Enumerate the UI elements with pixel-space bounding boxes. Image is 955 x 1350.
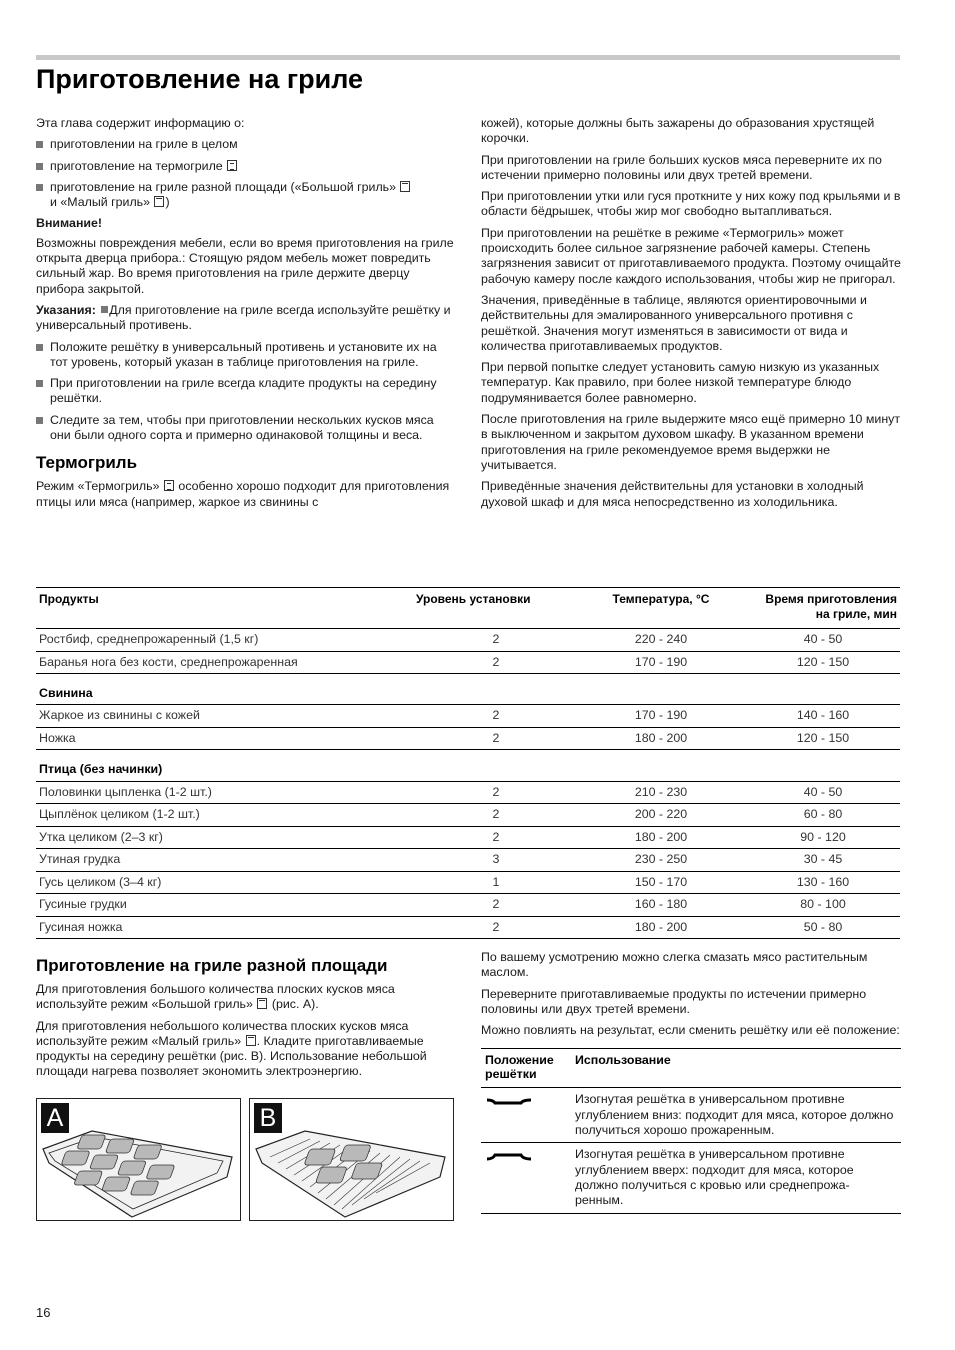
warning-text: Возможны повреждения мебели, если во время приготовления на гриле открыта дверца прибора.: Стоящую рядом мебель может повредить сильный жар. Во время приготовления на гриле держите дверцу прибора закрытой. <box>36 235 454 296</box>
paragraph: Значения, приведённые в таблице, являются ориентировочными и действительны для эмалированного универсального противня с решёткой. Значения могут изменяться в зависимости от вида и количества приготавливаемых продуктов. <box>481 292 867 353</box>
table-row <box>481 1088 901 1143</box>
cell-time: 50 - 80 <box>746 916 900 939</box>
cell-temperature: 200 - 220 <box>576 804 746 827</box>
list-item: При приготовлении на гриле всегда кладите продукты на середину решётки. <box>36 376 456 407</box>
intro-list <box>36 137 456 210</box>
header-time: Время приготовления на гриле, мин <box>765 592 897 621</box>
list-item <box>36 180 456 211</box>
warning-heading: Внимание! <box>36 216 103 231</box>
cell-temperature: 210 - 230 <box>576 781 746 804</box>
list-item-text: приготовлении на гриле в целом <box>50 137 238 152</box>
header-usage: Использование <box>575 1053 671 1068</box>
variable-grill-right <box>481 950 901 1214</box>
paragraph: После приготовления на гриле выдержите мясо ещё примерно 10 минут в выключенном и закрытом духовом шкафу. В указанном времени приготовления на гриле рекомендуемое время выдержки не учитывается. <box>481 412 901 472</box>
thermogrill-icon <box>164 480 174 491</box>
bullet-icon <box>101 306 108 313</box>
paragraph: При первой попытке следует установить самую низкую из указанных температур. Как правило, при более низкой температуре блюдо подрумянивается более равномерно. <box>481 360 880 405</box>
paragraph: Можно повлиять на результат, если сменить решётку или её положение: <box>481 1023 900 1038</box>
intro-lead: Эта глава содержит информацию о: <box>36 116 245 130</box>
header-temperature: Температура, °C <box>612 592 710 606</box>
cell-product: Цыплёнок целиком (1-2 шт.) <box>36 804 416 827</box>
cell-time: 120 - 150 <box>746 727 900 750</box>
cell-time: 60 - 80 <box>746 804 900 827</box>
table-row <box>36 727 900 750</box>
variable-grill-left <box>36 946 456 1086</box>
left-column <box>36 116 456 516</box>
cell-temperature: 150 - 170 <box>576 871 746 894</box>
paragraph <box>36 982 456 1013</box>
list-item <box>36 159 456 174</box>
list-item-text: и «Малый гриль» <box>50 195 151 210</box>
figures <box>36 1098 456 1222</box>
table-row <box>36 826 900 849</box>
table-row <box>36 916 900 939</box>
paragraph: кожей), которые должны быть зажарены до образования хрустящей корочки. <box>481 116 875 146</box>
cell-level: 1 <box>416 871 576 894</box>
rack-position-table <box>481 1048 901 1213</box>
cell-product: Ростбиф, среднепрожаренный (1,5 кг) <box>36 629 416 652</box>
table-row <box>36 804 900 827</box>
cell-level: 2 <box>416 894 576 917</box>
figure-label: B <box>254 1103 282 1133</box>
table-group-row <box>36 750 900 781</box>
table-row <box>36 871 900 894</box>
list-item <box>36 137 456 152</box>
rack-usage-text: Изогнутая решётка в универсальном противне углублением вниз: подходит для мяса, которое должно получиться хорошо прожаренным. <box>571 1088 901 1143</box>
paragraph: Переверните приготавливаемые продукты по истечении примерно половины или двух третей времени. <box>481 986 867 1016</box>
rack-up-icon <box>481 1143 571 1213</box>
cell-level: 2 <box>416 826 576 849</box>
cell-product: Ножка <box>36 727 416 750</box>
text: Для приготовления небольшого количества плоских кусков мяса используйте режим «Малый гриль» <box>36 1018 409 1048</box>
grill-table <box>36 587 900 939</box>
table-row <box>36 849 900 872</box>
note-text: Для приготовление на гриле всегда используйте решётку и универсальный противень. <box>36 302 451 333</box>
cell-temperature: 230 - 250 <box>576 849 746 872</box>
figure-b <box>249 1098 454 1221</box>
paragraph: Приведённые значения действительны для установки в холодный духовой шкаф и для мяса непосредственно из холодильника. <box>481 479 864 509</box>
cell-product: Баранья нога без кости, среднепрожаренная <box>36 651 416 674</box>
header-rack-position: Положение решётки <box>485 1053 554 1082</box>
cell-temperature: 170 - 190 <box>576 705 746 728</box>
cell-product: Гусиные грудки <box>36 894 416 917</box>
cell-time: 40 - 50 <box>746 629 900 652</box>
text: Режим «Термогриль» <box>36 479 160 494</box>
thermogrill-icon <box>227 160 237 171</box>
cell-product: Гусь целиком (3–4 кг) <box>36 871 416 894</box>
large-grill-icon <box>400 181 410 192</box>
thermogrill-text <box>36 479 456 510</box>
rack-down-icon <box>481 1088 571 1143</box>
table-row <box>36 781 900 804</box>
cell-product: Утиная грудка <box>36 849 416 872</box>
list-item: Положите решётку в универсальный противень и установите их на тот уровень, который указан в таблице приготовления на гриле. <box>36 340 456 371</box>
header-level: Уровень установки <box>416 592 531 606</box>
list-item-text: приготовление на термогриле <box>50 158 223 173</box>
table-row <box>36 705 900 728</box>
cell-level: 2 <box>416 804 576 827</box>
table-row <box>36 894 900 917</box>
paragraph: При приготовлении на гриле больших кусков мяса переверните их по истечении примерно половины или двух третей времени. <box>481 152 882 182</box>
paragraph <box>36 1019 456 1080</box>
rack-usage-text: Изогнутая решётка в универсальном противне углублением вверх: подходит для мяса, которое должно получиться с кровью или среднепрожа-ренным. <box>571 1143 901 1213</box>
small-grill-icon <box>154 196 164 207</box>
figure-label: A <box>41 1103 69 1133</box>
list-item-text: ) <box>165 195 170 210</box>
table-row <box>36 629 900 652</box>
paragraph: По вашему усмотрению можно слегка смазать мясо растительным маслом. <box>481 950 868 980</box>
cell-level: 3 <box>416 849 576 872</box>
cell-level: 2 <box>416 727 576 750</box>
text: . Кладите приготавливаемые продукты на середину решётки (рис. B). Использование небольшой площади нагрева позволяет экономить электроэнергию. <box>36 1033 427 1079</box>
table-group-row <box>36 674 900 705</box>
cell-temperature: 170 - 190 <box>576 651 746 674</box>
table-header-row <box>481 1049 901 1088</box>
text: Для приготовления большого количества плоских кусков мяса используйте режим «Большой гриль» <box>36 982 395 1012</box>
group-label: Свинина <box>36 674 900 705</box>
cell-time: 90 - 120 <box>746 826 900 849</box>
figure-a <box>36 1098 241 1221</box>
cell-level: 2 <box>416 916 576 939</box>
header-products: Продукты <box>39 592 99 606</box>
cell-temperature: 180 - 200 <box>576 916 746 939</box>
page-number: 16 <box>36 1305 51 1320</box>
large-grill-icon <box>257 998 267 1009</box>
text: особенно хорошо подходит для приготовления птицы или мяса (например, жаркое из свинины с <box>36 479 450 509</box>
cell-temperature: 160 - 180 <box>576 894 746 917</box>
group-label: Птица (без начинки) <box>36 750 900 781</box>
cell-time: 140 - 160 <box>746 705 900 728</box>
list-item: Следите за тем, чтобы при приготовлении нескольких кусков мяса они были одного сорта и примерно одинаковой толщины и веса. <box>36 413 456 444</box>
cell-time: 80 - 100 <box>746 894 900 917</box>
paragraph: При приготовлении утки или гуся проткните у них кожу под крыльями и в области бёдрышек, чтобы жир мог свободно вытапливаться. <box>481 189 901 219</box>
cell-product: Гусиная ножка <box>36 916 416 939</box>
cell-level: 2 <box>416 781 576 804</box>
cell-time: 130 - 160 <box>746 871 900 894</box>
cell-product: Жаркое из свинины с кожей <box>36 705 416 728</box>
notes-first <box>36 303 456 334</box>
cell-product: Половинки цыпленка (1-2 шт.) <box>36 781 416 804</box>
right-column <box>481 116 901 516</box>
variable-grill-heading: Приготовление на гриле разной площади <box>36 956 388 975</box>
cell-time: 40 - 50 <box>746 781 900 804</box>
small-grill-icon <box>246 1035 256 1046</box>
list-item-text: приготовление на гриле разной площади («Большой гриль» <box>50 179 397 194</box>
text: (рис. A). <box>271 997 319 1012</box>
thermogrill-heading: Термогриль <box>36 453 138 473</box>
paragraph: При приготовлении на решётке в режиме «Термогриль» может происходить более сильное загрязнение рабочей камеры. Степень загрязнения зависит от приготавливаемого продукта. Поэтому очищайте рабочую камеру после каждого использования, чтобы жир не пригорал. <box>481 225 901 286</box>
cell-temperature: 220 - 240 <box>576 629 746 652</box>
cell-product: Утка целиком (2–3 кг) <box>36 826 416 849</box>
table-row <box>36 651 900 674</box>
cell-time: 30 - 45 <box>746 849 900 872</box>
cell-level: 2 <box>416 651 576 674</box>
table-header-row <box>36 588 900 629</box>
cell-temperature: 180 - 200 <box>576 826 746 849</box>
cell-time: 120 - 150 <box>746 651 900 674</box>
notes-label: Указания: <box>36 302 96 317</box>
cell-temperature: 180 - 200 <box>576 727 746 750</box>
table-row <box>481 1143 901 1213</box>
cell-level: 2 <box>416 629 576 652</box>
cell-level: 2 <box>416 705 576 728</box>
header-rule <box>36 55 900 60</box>
page-title: Приготовление на гриле <box>36 64 364 94</box>
notes-list <box>36 340 456 444</box>
